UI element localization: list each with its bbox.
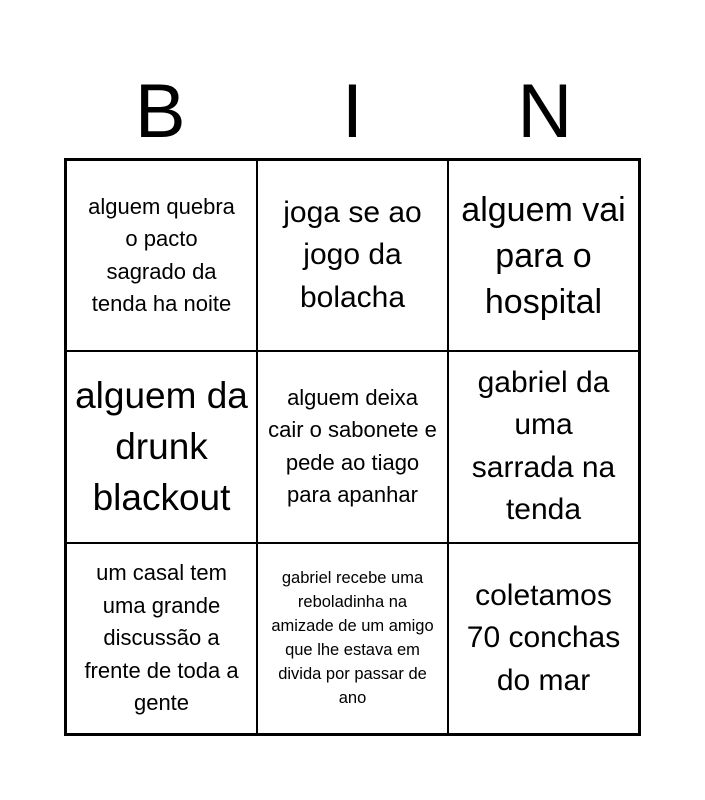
bingo-cell-text: alguem da drunk blackout [75,375,248,519]
bingo-cell-text: alguem deixa cair o sabonete e pede ao tiago para apanhar [268,384,437,508]
bingo-cell-text: alguem vai para o hospital [461,190,626,321]
bingo-cell-text: alguem quebra o pacto sagrado da tenda ha noite [88,193,235,317]
bingo-header [64,66,641,158]
bingo-cell[interactable] [66,351,257,542]
bingo-cell[interactable] [257,543,448,734]
bingo-cell[interactable] [257,351,448,542]
bingo-cell[interactable] [257,160,448,351]
bingo-cell-text: gabriel recebe uma reboladinha na amizade de um amigo que lhe estava em divida por passar de ano [271,569,434,708]
bingo-cell[interactable] [448,543,639,734]
bingo-cell-text: um casal tem uma grande discussão a frente de toda a gente [84,560,239,716]
bingo-cell[interactable] [66,543,257,734]
header-letter-b: B [134,69,186,154]
bingo-cell[interactable] [66,160,257,351]
bingo-cell[interactable] [448,351,639,542]
bingo-cell-text: gabriel da uma sarrada na tenda [471,365,616,527]
bingo-cell-text: joga se ao jogo da bolacha [283,195,422,314]
header-letter-n: N [517,69,573,154]
bingo-cell-text: coletamos 70 conchas do mar [466,578,621,697]
bingo-board [64,158,641,736]
bingo-cell[interactable] [448,160,639,351]
header-letter-i: I [341,69,364,154]
